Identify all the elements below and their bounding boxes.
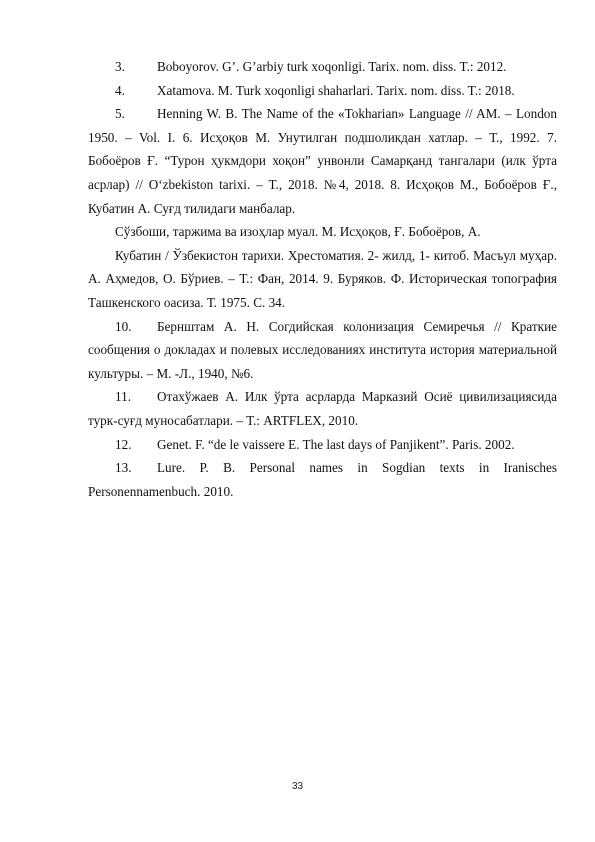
reference-text: Xatamova. M. Turk xoqonligi shaharlari. Tarix. nom. diss. T.: 2018. (157, 82, 515, 98)
paragraph-foreword: Сўзбоши, таржима ва изоҳлар муал. М. Исҳоқов, Ғ. Бобоёров, А. (115, 224, 481, 240)
reference-text: Lure. P. B. Personal names in Sogdian texts in Iranisches Personennamenbuch. 2010. (88, 460, 557, 499)
reference-item-11 (88, 385, 557, 432)
paragraph-kubatin: Кубатин / Ўзбекистон тарихи. Хрестоматия. 2- жилд, 1- китоб. Масъул муҳар. А. Аҳмедов, О. Бўриев. – Т.: Фан, 2014. 9. Буряков. Ф. Историческая топография Ташкенского оасиза. Т. 1975. С. 34. (88, 247, 557, 310)
reference-text: Отахўжаев А. Илк ўрта асрларда Марказий Осиё цивилизациясида турк-суғд муносабатлари. – Т.: ARTFLEX, 2010. (88, 389, 557, 428)
reference-item-3 (88, 55, 557, 79)
reference-number: 5. (115, 106, 125, 122)
reference-text: Genet. F. “de le vaissere E. The last days of Panjikent”. Paris. 2002. (157, 436, 515, 452)
reference-item-12 (88, 433, 557, 457)
reference-text: Бернштам А. Н. Согдийская колонизация Семиречья // Краткие сообщения о докладах и полевых исследованиях института история материальной культуры. – М. -Л., 1940, №6. (88, 318, 557, 381)
reference-text: Boboyorov. G’. G’arbiy turk xoqonligi. Tarix. nom. diss. T.: 2012. (157, 59, 507, 74)
reference-item-5 (88, 102, 557, 220)
reference-item-4 (88, 79, 557, 103)
reference-item-13 (88, 456, 557, 503)
reference-number: 4. (115, 82, 125, 98)
reference-item-10 (88, 315, 557, 386)
reference-number: 11. (115, 389, 131, 405)
page-number: 33 (291, 781, 304, 792)
reference-text: Henning W. B. The Name of the «Tokharian» Language // AM. – London 1950. – Vol. I. 6. Исҳоқов М. Унутилган подшоликдан хатлар. – Т., 1992. 7. Бобоёров Ғ. “Турон ҳукмдори хоқон” унвонли Самарқанд тангалари (илк ўрта асрлар) // O‘zbekiston tarixi. – T., 2018. №4, 2018. 8. Исҳоқов М., Бобоёров Ғ., Кубатин А. Суғд тилидаги манбалар. (88, 106, 557, 216)
bibliography-body (88, 55, 557, 503)
reference-number: 10. (115, 318, 132, 334)
reference-number: 12. (115, 436, 132, 452)
reference-number: 3. (115, 59, 125, 74)
reference-number: 13. (115, 460, 132, 476)
